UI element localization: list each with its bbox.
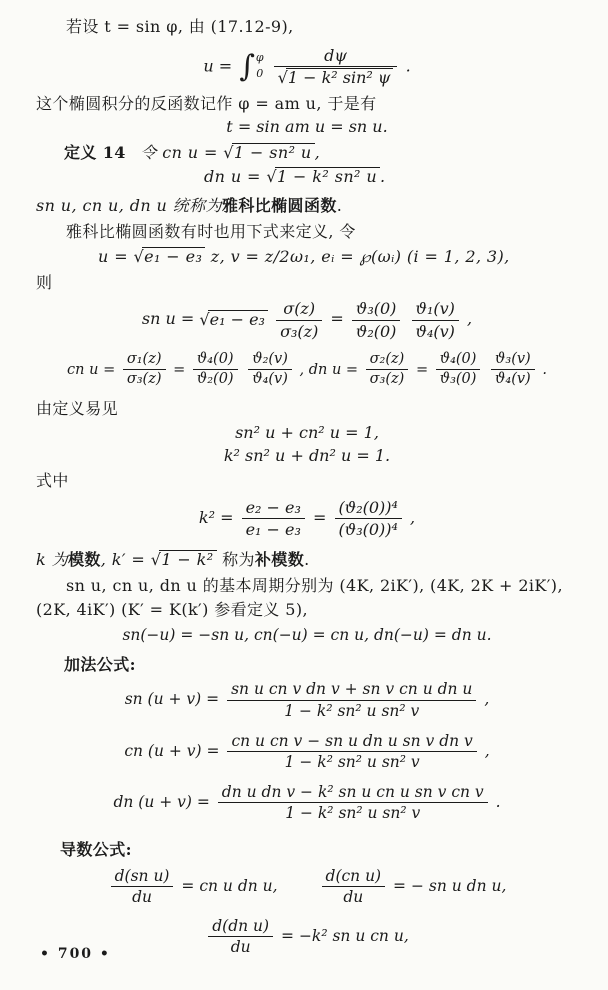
- fraction-numerator: ϑ₂(v): [252, 350, 288, 367]
- sn-sigma-theta-equation: [36, 299, 578, 340]
- elliptic-integral-equation: [36, 46, 578, 88]
- radicand: 1 − k² sin² ψ: [286, 68, 394, 87]
- fraction: [412, 299, 459, 340]
- page-number: • 700 •: [40, 946, 111, 962]
- fraction: [276, 299, 322, 340]
- equation-period: .: [405, 55, 411, 75]
- radical-sign: √: [150, 550, 162, 570]
- fraction-denominator: ϑ₄(v): [248, 369, 292, 388]
- sqrt-radical: [134, 246, 206, 268]
- fraction-denominator: du: [208, 936, 273, 957]
- modulus-pre: k 为: [36, 550, 68, 570]
- identities-lead: 由定义易见: [36, 399, 119, 419]
- dn-lhs: dn u =: [308, 361, 359, 378]
- cn-definition-lead: 令 cn u =: [140, 142, 218, 162]
- fraction: [218, 783, 488, 823]
- fraction: [352, 299, 401, 340]
- fraction-numerator: (ϑ₂(0))⁴: [338, 497, 398, 517]
- radicand: e₁ − e₃: [142, 247, 205, 266]
- fraction-denominator: du: [322, 886, 386, 907]
- fraction-denominator: e₁ − e₃: [242, 518, 305, 539]
- sn-addition-equation: [36, 680, 578, 720]
- radical-sign: √: [277, 67, 288, 87]
- fraction: [248, 351, 292, 389]
- fraction-denominator: du: [111, 886, 174, 907]
- definition-14-label: 定义 14: [64, 142, 126, 162]
- identity-equation-2: [36, 446, 578, 465]
- derivative-row-1: [36, 867, 578, 907]
- sn-lhs: sn u =: [141, 309, 195, 329]
- fraction-denominator: 1 − k² sn² u sn² v: [227, 700, 476, 721]
- integral-upper-bound: φ: [255, 50, 264, 64]
- fraction-numerator: cn u cn v − sn u dn u sn v dn v: [231, 731, 473, 750]
- sn-addition-lhs: sn (u + v) =: [124, 690, 220, 709]
- fraction-denominator: ϑ₄(v): [491, 369, 535, 388]
- fraction: [366, 351, 409, 389]
- fraction-denominator: [274, 66, 398, 87]
- fraction: [111, 867, 174, 907]
- fraction-denominator: ϑ₂(0): [193, 369, 238, 388]
- fraction-numerator: d(cn u): [325, 866, 382, 885]
- fraction: [227, 732, 476, 772]
- period: .: [542, 361, 547, 378]
- fraction-denominator: ϑ₂(0): [352, 320, 401, 341]
- dn-addition-lhs: dn (u + v) =: [113, 792, 210, 811]
- radicand: 1 − k²: [159, 550, 216, 569]
- identity-equation-1: [36, 423, 578, 442]
- dn-definition-equation: [36, 166, 578, 188]
- sqrt-radical: [151, 549, 217, 571]
- fraction-numerator: ϑ₄(0): [196, 350, 234, 367]
- fraction-numerator: e₂ − e₃: [245, 497, 301, 517]
- integral-lower-bound: 0: [256, 67, 264, 81]
- radical-sign: √: [133, 247, 145, 267]
- fraction-numerator: dn u dn v − k² sn u cn u sn v cn v: [221, 782, 484, 801]
- sqrt-radical: [199, 310, 268, 329]
- fraction: [322, 867, 386, 907]
- equation-rhs: = −k² sn u cn u,: [281, 926, 409, 945]
- fraction-denominator: σ₃(z): [123, 369, 166, 388]
- parity-equation: [36, 626, 578, 644]
- modulus-equation: [36, 498, 578, 539]
- jacobi-naming-paragraph: [36, 195, 578, 217]
- fraction-numerator: d(sn u): [114, 866, 170, 885]
- intro-paragraph: 若设 t = sin φ, 由 (17.12-9),: [66, 17, 294, 36]
- equals-sign: =: [330, 309, 344, 329]
- fraction-numerator: sn u cn v dn v + sn v cn u dn u: [231, 680, 473, 699]
- radicand: 1 − sn² u: [232, 143, 315, 162]
- dn-definition-lead: dn u =: [204, 167, 261, 187]
- fraction-denominator: 1 − k² sn² u sn² v: [227, 751, 476, 772]
- cn-dn-sigma-theta-equation: [36, 351, 578, 389]
- fraction-numerator: σ(z): [283, 299, 316, 319]
- fraction: [123, 351, 166, 389]
- fraction: [208, 917, 273, 957]
- radical-sign: √: [199, 309, 210, 329]
- equals-sign: =: [415, 361, 429, 378]
- fraction-denominator: σ₃(z): [366, 369, 409, 388]
- modulus-paragraph: [36, 549, 578, 571]
- period: .: [336, 195, 343, 215]
- cn-addition-equation: [36, 732, 578, 772]
- cn-lhs: cn u =: [67, 361, 116, 378]
- modulus-mid: , k′ =: [100, 550, 146, 570]
- comma: ,: [466, 309, 473, 329]
- equation-rhs: = cn u dn u,: [181, 876, 278, 895]
- sqrt-radical: [278, 68, 394, 87]
- comma: ,: [484, 690, 490, 709]
- equation-text: sn(−u) = −sn u, cn(−u) = cn u, dn(−u) = dn u.: [122, 625, 492, 644]
- integral-sign: [239, 48, 264, 84]
- fraction-numerator: ϑ₃(0): [355, 299, 397, 319]
- periods-paragraph-1: sn u, cn u, dn u 的基本周期分别为 (4K, 2iK′), (4K, 2K + 2iK′),: [66, 575, 563, 595]
- fraction: [242, 498, 305, 539]
- period: .: [304, 550, 310, 570]
- sqrt-radical: [223, 142, 314, 164]
- fraction-denominator: σ₃(z): [276, 320, 322, 341]
- radicand: 1 − k² sn² u: [275, 167, 380, 186]
- then-label: 则: [36, 272, 53, 292]
- where-label: 式中: [36, 471, 69, 491]
- cn-derivative-equation: [319, 867, 507, 907]
- equation-text: sn² u + cn² u = 1,: [235, 423, 379, 443]
- derivative-row-2: [36, 917, 578, 957]
- subst-lhs: u =: [98, 247, 128, 267]
- sqrt-radical: [266, 166, 380, 188]
- comma: ,: [299, 361, 305, 378]
- integral-glyph: ∫: [239, 48, 255, 84]
- fraction-numerator: σ₁(z): [126, 350, 162, 367]
- definition-14-line: [36, 142, 578, 164]
- fraction-numerator: ϑ₃(v): [495, 350, 531, 367]
- equals-sign: =: [173, 361, 186, 378]
- subst-rhs: z, v = z/2ω₁, eᵢ = ℘(ωᵢ) (i = 1, 2, 3),: [210, 247, 510, 267]
- fraction-denominator: ϑ₃(0): [436, 369, 481, 388]
- fraction: [491, 351, 535, 389]
- fraction-numerator: ϑ₄(0): [439, 350, 477, 367]
- radical-sign: √: [266, 167, 277, 187]
- inverse-function-paragraph: 这个椭圆积分的反函数记作 φ = am u, 于是有: [36, 94, 377, 114]
- term-jacobi-elliptic-functions: 雅科比椭圆函数: [221, 195, 337, 215]
- fraction-denominator: 1 − k² sn² u sn² v: [218, 802, 488, 823]
- period: .: [495, 792, 501, 811]
- equals-sign: =: [313, 507, 327, 527]
- addition-heading: [36, 654, 578, 676]
- radical-sign: √: [223, 142, 234, 162]
- fraction-numerator: σ₂(z): [369, 350, 405, 367]
- fraction-denominator: ϑ₄(v): [412, 320, 459, 341]
- fraction-numerator: dψ: [324, 45, 347, 65]
- fraction: [274, 46, 398, 88]
- sn-naming-equation: [36, 117, 578, 136]
- alternative-definition-paragraph: 雅科比椭圆函数有时也用下式来定义, 令: [66, 221, 356, 241]
- derivative-heading: [36, 839, 578, 861]
- equation-lhs: u =: [203, 55, 233, 75]
- fraction: [227, 680, 476, 720]
- comma: ,: [314, 142, 321, 162]
- periods-paragraph-2: (2K, 4iK′) (K′ = K(k′) 参看定义 5),: [36, 600, 309, 620]
- dn-addition-equation: [36, 783, 578, 823]
- comma: ,: [484, 741, 490, 760]
- equation-rhs: = − sn u dn u,: [393, 876, 507, 895]
- fraction: [335, 498, 402, 539]
- cn-addition-lhs: cn (u + v) =: [124, 741, 220, 760]
- naming-pre: sn u, cn u, dn u 统称为: [36, 195, 222, 215]
- fraction: [436, 351, 481, 389]
- fraction-denominator: (ϑ₃(0))⁴: [335, 518, 402, 539]
- equation-text: t = sin am u = sn u.: [226, 116, 388, 136]
- dn-derivative-equation: [205, 917, 409, 957]
- sn-derivative-equation: [108, 867, 278, 907]
- fraction: [193, 351, 238, 389]
- period: .: [380, 167, 386, 187]
- substitution-equation: [36, 246, 578, 268]
- addition-heading-text: 加法公式:: [64, 654, 136, 674]
- modulus-mid2: 称为: [222, 550, 255, 570]
- fraction-numerator: d(dn u): [212, 916, 270, 935]
- radicand: e₁ − e₃: [208, 310, 268, 329]
- equation-text: k² sn² u + dn² u = 1.: [223, 446, 391, 466]
- comma: ,: [410, 507, 416, 527]
- term-modulus: 模数: [67, 550, 101, 570]
- fraction-numerator: ϑ₁(v): [415, 299, 455, 319]
- term-complementary-modulus: 补模数: [254, 550, 305, 570]
- derivative-heading-text: 导数公式:: [60, 839, 132, 859]
- k-squared-lhs: k² =: [198, 507, 234, 527]
